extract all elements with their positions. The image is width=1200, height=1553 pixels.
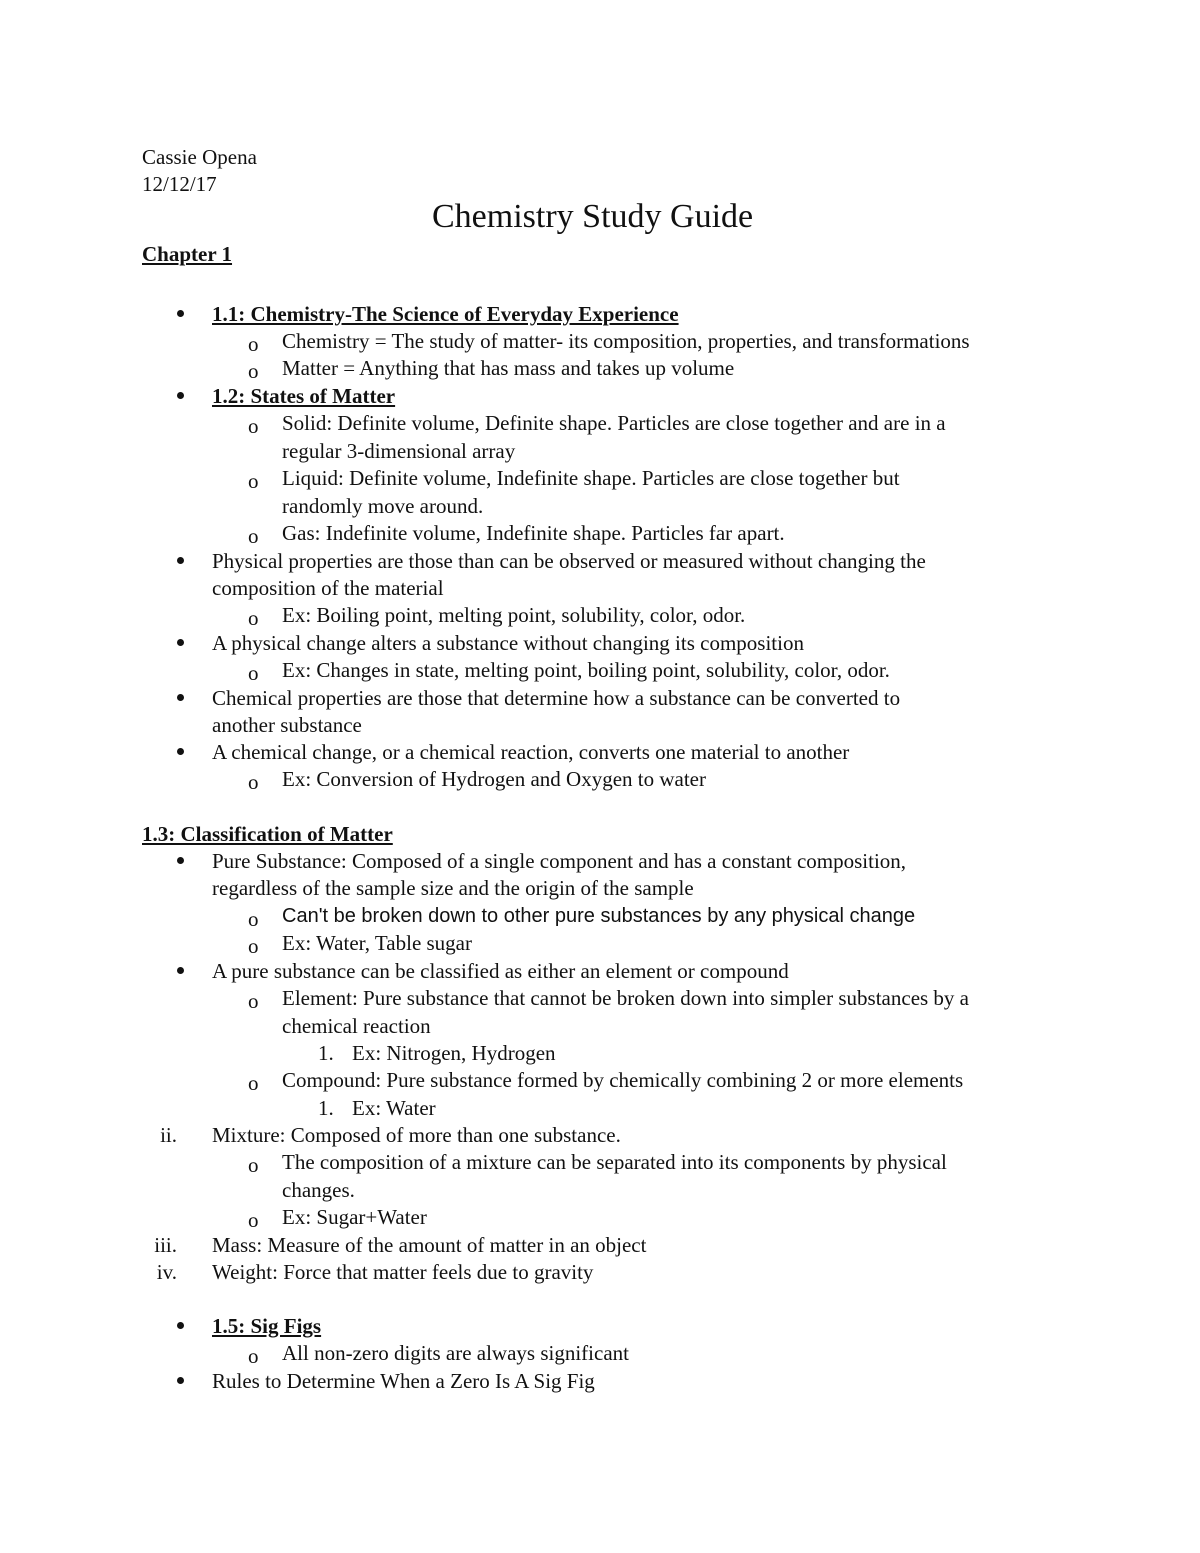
sub-bullet-marker: o bbox=[248, 1208, 259, 1232]
list-item: Pure Substance: Composed of a single component and has a constant composition, bbox=[212, 849, 907, 873]
list-item: Gas: Indefinite volume, Indefinite shape. Particles far apart. bbox=[282, 521, 785, 545]
list-item: Compound: Pure substance formed by chemically combining 2 or more elements bbox=[282, 1068, 964, 1092]
list-item: Ex: Water, Table sugar bbox=[282, 931, 472, 955]
list-item-continuation: another substance bbox=[212, 713, 362, 737]
bullet-icon bbox=[177, 1322, 184, 1329]
sub-bullet-marker: o bbox=[248, 414, 259, 438]
sub-bullet-marker: o bbox=[248, 770, 259, 794]
list-item: A physical change alters a substance without changing its composition bbox=[212, 631, 804, 655]
list-item: Ex: Boiling point, melting point, solubility, color, odor. bbox=[282, 603, 746, 627]
list-item: A pure substance can be classified as either an element or compound bbox=[212, 959, 789, 983]
list-item: Chemistry = The study of matter- its composition, properties, and transformations bbox=[282, 329, 970, 353]
numbered-marker: 1. bbox=[318, 1096, 334, 1120]
list-item-continuation: randomly move around. bbox=[282, 494, 484, 518]
list-item: Matter = Anything that has mass and takes up volume bbox=[282, 356, 735, 380]
bullet-icon bbox=[177, 694, 184, 701]
page-title: Chemistry Study Guide bbox=[432, 198, 754, 235]
document-date: 12/12/17 bbox=[142, 172, 217, 196]
list-item: Ex: Conversion of Hydrogen and Oxygen to water bbox=[282, 767, 706, 791]
list-item: Physical properties are those than can be observed or measured without changing the bbox=[212, 549, 926, 573]
bullet-icon bbox=[177, 857, 184, 864]
author-name: Cassie Opena bbox=[142, 145, 257, 169]
sub-bullet-marker: o bbox=[248, 1344, 259, 1368]
sub-bullet-marker: o bbox=[248, 1153, 259, 1177]
list-item: Ex: Nitrogen, Hydrogen bbox=[352, 1041, 556, 1065]
section-heading-1-1: 1.1: Chemistry-The Science of Everyday Experience bbox=[212, 302, 679, 326]
list-item: Ex: Sugar+Water bbox=[282, 1205, 427, 1229]
list-item-continuation: changes. bbox=[282, 1178, 355, 1202]
bullet-icon bbox=[177, 557, 184, 564]
chapter-heading: Chapter 1 bbox=[142, 242, 233, 266]
list-item-continuation: regular 3-dimensional array bbox=[282, 439, 516, 463]
list-item: Mixture: Composed of more than one substance. bbox=[212, 1123, 621, 1147]
bullet-icon bbox=[177, 639, 184, 646]
numbered-marker: 1. bbox=[318, 1041, 334, 1065]
list-item: The composition of a mixture can be separated into its components by physical bbox=[282, 1150, 947, 1174]
section-heading-1-5: 1.5: Sig Figs bbox=[212, 1314, 322, 1338]
section-heading-1-2: 1.2: States of Matter bbox=[212, 384, 396, 408]
list-item-continuation: chemical reaction bbox=[282, 1014, 431, 1038]
roman-marker: ii. bbox=[160, 1123, 177, 1147]
roman-marker: iv. bbox=[156, 1260, 177, 1284]
sub-bullet-marker: o bbox=[248, 934, 259, 958]
bullet-icon bbox=[177, 1377, 184, 1384]
list-item: Element: Pure substance that cannot be broken down into simpler substances by a bbox=[282, 986, 970, 1010]
section-heading-1-3: 1.3: Classification of Matter bbox=[142, 822, 393, 846]
sub-bullet-marker: o bbox=[248, 469, 259, 493]
bullet-icon bbox=[177, 967, 184, 974]
sub-bullet-marker: o bbox=[248, 661, 259, 685]
bullet-icon bbox=[177, 310, 184, 317]
list-item-continuation: regardless of the sample size and the origin of the sample bbox=[212, 876, 694, 900]
list-item: Ex: Water bbox=[352, 1096, 436, 1120]
list-item-continuation: composition of the material bbox=[212, 576, 444, 600]
list-item: Weight: Force that matter feels due to gravity bbox=[212, 1260, 594, 1284]
bullet-icon bbox=[177, 392, 184, 399]
list-item: All non-zero digits are always significant bbox=[282, 1341, 629, 1365]
list-item: Mass: Measure of the amount of matter in an object bbox=[212, 1233, 647, 1257]
list-item: Ex: Changes in state, melting point, boiling point, solubility, color, odor. bbox=[282, 658, 890, 682]
sub-bullet-marker: o bbox=[248, 332, 259, 356]
sub-bullet-marker: o bbox=[248, 359, 259, 383]
list-item: Chemical properties are those that determine how a substance can be converted to bbox=[212, 686, 901, 710]
sub-bullet-marker: o bbox=[248, 989, 259, 1013]
bullet-icon bbox=[177, 748, 184, 755]
list-item: Rules to Determine When a Zero Is A Sig Fig bbox=[212, 1369, 595, 1393]
list-item: Solid: Definite volume, Definite shape. Particles are close together and are in a bbox=[282, 411, 946, 435]
list-item: A chemical change, or a chemical reaction, converts one material to another bbox=[212, 740, 850, 764]
sub-bullet-marker: o bbox=[248, 606, 259, 630]
list-item: Liquid: Definite volume, Indefinite shape. Particles are close together but bbox=[282, 466, 900, 490]
sub-bullet-marker: o bbox=[248, 907, 259, 931]
sub-bullet-marker: o bbox=[248, 1071, 259, 1095]
roman-marker: iii. bbox=[154, 1233, 177, 1257]
sub-bullet-marker: o bbox=[248, 524, 259, 548]
list-item: Can't be broken down to other pure substances by any physical change bbox=[282, 905, 916, 927]
